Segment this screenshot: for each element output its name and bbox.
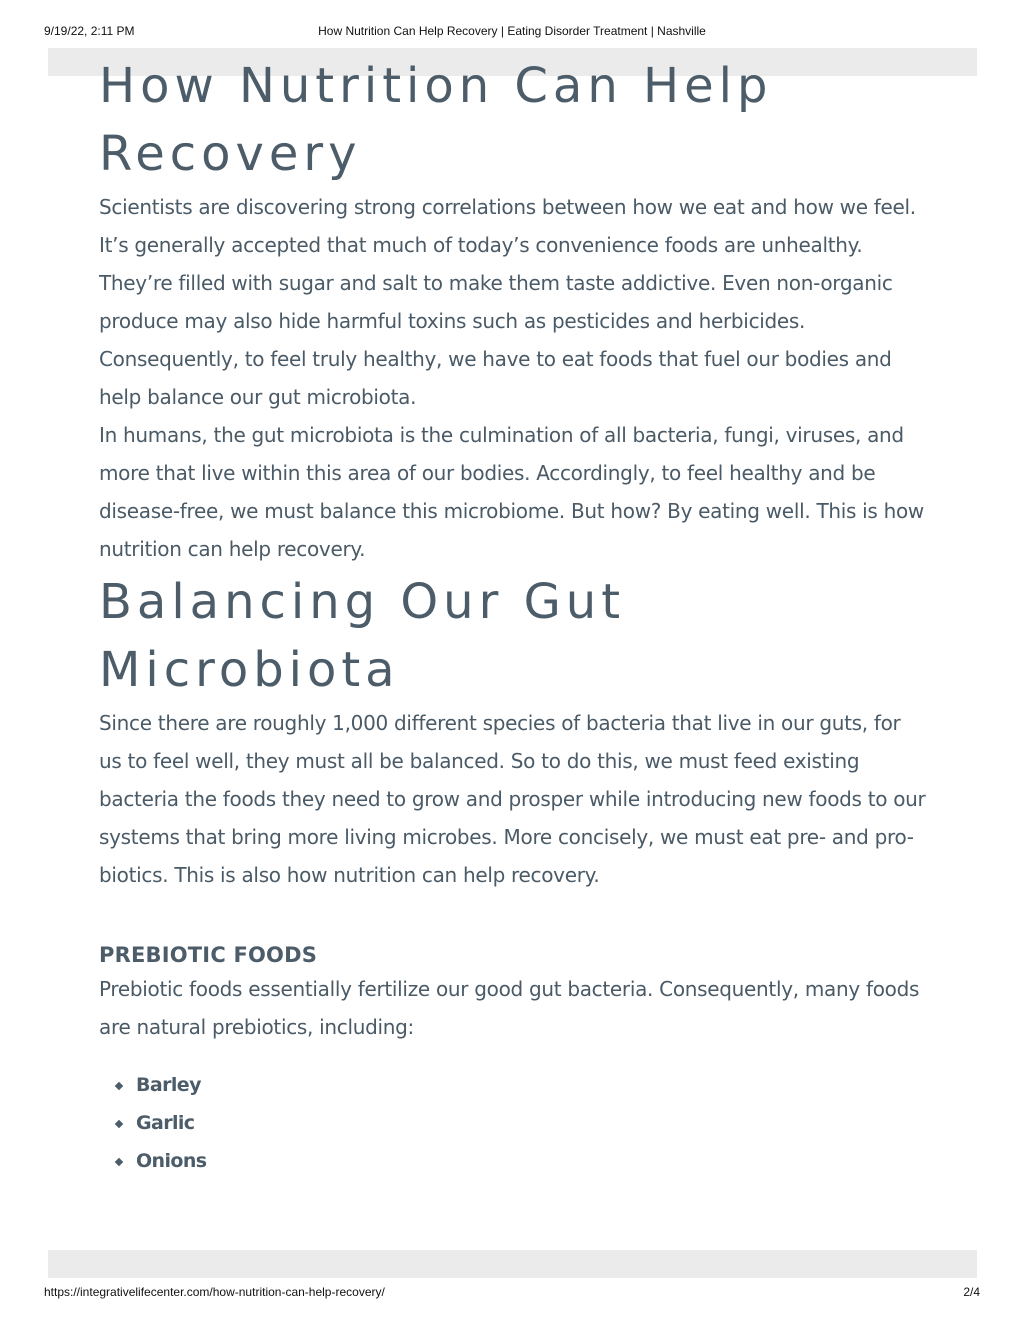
diamond-bullet-icon [115, 1120, 123, 1128]
print-datetime: 9/19/22, 2:11 PM [44, 24, 135, 38]
bottom-gray-band [48, 1250, 977, 1278]
list-item-label: Garlic [136, 1112, 195, 1134]
page-number: 2/4 [963, 1285, 980, 1299]
diamond-bullet-icon [115, 1082, 123, 1090]
list-item-label: Onions [136, 1150, 207, 1172]
list-item-label: Barley [136, 1074, 201, 1096]
section-heading-line-1: Balancing Our Gut [99, 574, 626, 630]
article-title [99, 52, 929, 188]
paragraph-prebiotic: Prebiotic foods essentially fertilize our good gut bacteria. Consequently, many foods are natural prebiotics, including: [99, 977, 920, 1039]
print-url[interactable]: https://integrativelifecenter.com/how-nutrition-can-help-recovery/ [44, 1285, 385, 1299]
section-heading-line-2: Microbiota [99, 642, 400, 698]
print-page-title: How Nutrition Can Help Recovery | Eating Disorder Treatment | Nashville [318, 24, 706, 38]
paragraph-balancing: Since there are roughly 1,000 different species of bacteria that live in our guts, for us to feel well, they must all be balanced. So to do this, we must feed existing bacteria the foods they need to grow and prosper while introducing new foods to our systems that bring more living microbes. More concisely, we must eat pre- and pro-biotics. This is also how nutrition can help recovery. [99, 711, 926, 887]
list-item [99, 1146, 929, 1184]
section-heading [99, 568, 929, 704]
prebiotic-food-list [99, 1070, 929, 1184]
list-item [99, 1108, 929, 1146]
paragraph-intro: Scientists are discovering strong correlations between how we eat and how we feel. It’s generally accepted that much of today’s convenience foods are unhealthy. They’re filled with sugar and salt to make them taste addictive. Even non-organic produce may also hide harmful toxins such as pesticides and herbicides. Consequently, to feel truly healthy, we have to eat foods that fuel our bodies and help balance our gut microbiota. [99, 195, 916, 409]
list-item [99, 1070, 929, 1108]
diamond-bullet-icon [115, 1158, 123, 1166]
article-title-line-2: Recovery [99, 126, 362, 182]
article-title-line-1: How Nutrition Can Help [99, 58, 773, 114]
print-footer [44, 1285, 980, 1303]
article-content [99, 52, 929, 1184]
prebiotic-foods-subheading: PREBIOTIC FOODS [99, 943, 318, 967]
print-header [44, 24, 980, 42]
paragraph-gut-microbiota: In humans, the gut microbiota is the culmination of all bacteria, fungi, viruses, and more that live within this area of our bodies. Accordingly, to feel healthy and be disease-free, we must balance this microbiome. But how? By eating well. This is how nutrition can help recovery. [99, 423, 924, 561]
